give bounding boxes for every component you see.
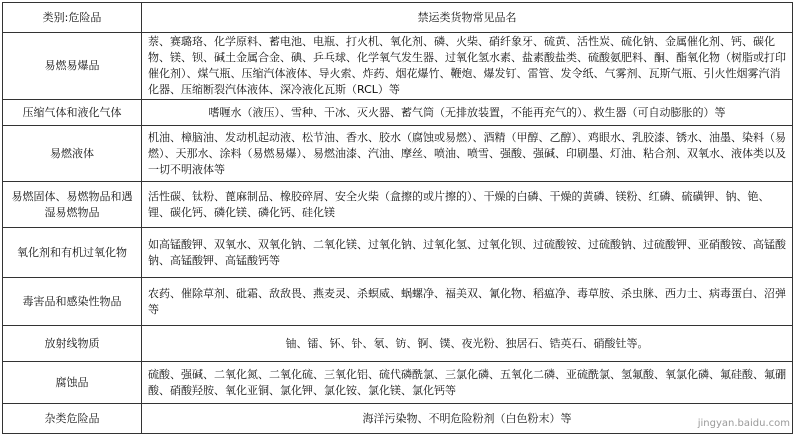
table-header-row <box>3 3 793 33</box>
table-row <box>3 362 793 404</box>
row-category: 放射线物质 <box>3 326 142 362</box>
row-names: 活性碳、钛粉、蓖麻制品、橡胶碎屑、安全火柴（盒擦的或片擦的）、干燥的白磷、干燥的黄磷、镁粉、红磷、硫磺钾、钠、铯、锂、碳化钙、磷化镁、磷化钙、硅化镁 <box>142 182 793 228</box>
row-category: 易燃固体、易燃物品和遇湿易燃物品 <box>3 182 142 228</box>
row-category: 杂类危险品 <box>3 404 142 434</box>
row-names: 嗜喱水（液压）、雪种、干冰、灭火器、蓄气筒（无排放装置，不能再充气的）、救生器（可自动膨胀的）等 <box>142 100 793 126</box>
table-row <box>3 182 793 228</box>
table-row <box>3 33 793 100</box>
row-names: 萘、赛璐珞、化学原料、蓄电池、电瓶、打火机、氧化剂、磷、火柴、硝纤象牙、硫黄、活性炭、硫化钠、金属催化剂、钙、碳化物、镁、钡、碱土金属合金、碘、乒乓球、化学氧气发生器、过氧化氢水素、盐素酸盐类、硫酸氨肥料、酮、酯氧化物（树脂或打印催化剂）、煤气瓶、压缩汽体液体、导火索、炸药、烟花爆竹、鞭炮、爆发钉、雷管、发令纸、气雾剂、瓦斯气瓶、引火性烟雾汽消化器、压缩断裂汽体液体、深冷液化瓦斯（RCL）等 <box>142 33 793 100</box>
row-category: 易燃易爆品 <box>3 33 142 100</box>
watermark: jingyan.baidu.com <box>697 418 790 429</box>
row-category: 腐蚀品 <box>3 362 142 404</box>
row-category: 压缩气体和液化气体 <box>3 100 142 126</box>
row-names: 铀、镭、钚、钋、氡、钫、锕、镤、夜光粉、独居石、锆英石、硝酸钍等。 <box>142 326 793 362</box>
header-names: 禁运类货物常见品名 <box>142 3 793 33</box>
header-category: 类别:危险品 <box>3 3 142 33</box>
dangerous-goods-table <box>2 2 793 434</box>
row-names: 农药、催除草剂、砒霜、敌敌畏、燕麦灵、杀螟威、蜗螺净、福美双、氰化物、稻瘟净、毒草胺、杀虫脒、西力士、病毒蛋白、沼弹等 <box>142 278 793 326</box>
row-category: 毒害品和感染性物品 <box>3 278 142 326</box>
row-category: 易燃液体 <box>3 126 142 182</box>
table-row <box>3 126 793 182</box>
table-row <box>3 278 793 326</box>
table-row <box>3 404 793 434</box>
row-category: 氧化剂和有机过氧化物 <box>3 228 142 278</box>
row-names: 机油、樟脑油、发动机起动液、松节油、香水、胶水（腐蚀或易燃）、酒精（甲醇、乙醇）、鸡眼水、乳胶漆、锈水、油墨、染料（易燃）、天那水、涂料（易燃易爆）、易燃油漆、汽油、摩丝、喷油、喷雪、强酸、强碱、印刷墨、灯油、粘合剂、双氧水、液体类以及一切不明液体等 <box>142 126 793 182</box>
table-row <box>3 228 793 278</box>
table-row <box>3 326 793 362</box>
table-row <box>3 100 793 126</box>
row-names: 硫酸、强碱、二氧化氮、二氧化硫、三氧化铝、硫代磷酰氯、三氯化磷、五氧化二磷、亚硫酰氯、氢氟酸、氧氯化磷、氟硅酸、氟硼酸、硝酸羟胺、氧化亚铜、氯化钾、氯化铵、氯化镁、氯化钙等 <box>142 362 793 404</box>
row-names: 海洋污染物、不明危险粉剂（白色粉末）等 <box>142 404 793 434</box>
row-names: 如高锰酸钾、双氧水、双氧化钠、二氧化镁、过氧化钠、过氧化氢、过氧化钡、过硫酸铵、过硫酸钠、过硫酸钾、亚硝酸铵、高锰酸钠、高锰酸钾、高锰酸钙等 <box>142 228 793 278</box>
